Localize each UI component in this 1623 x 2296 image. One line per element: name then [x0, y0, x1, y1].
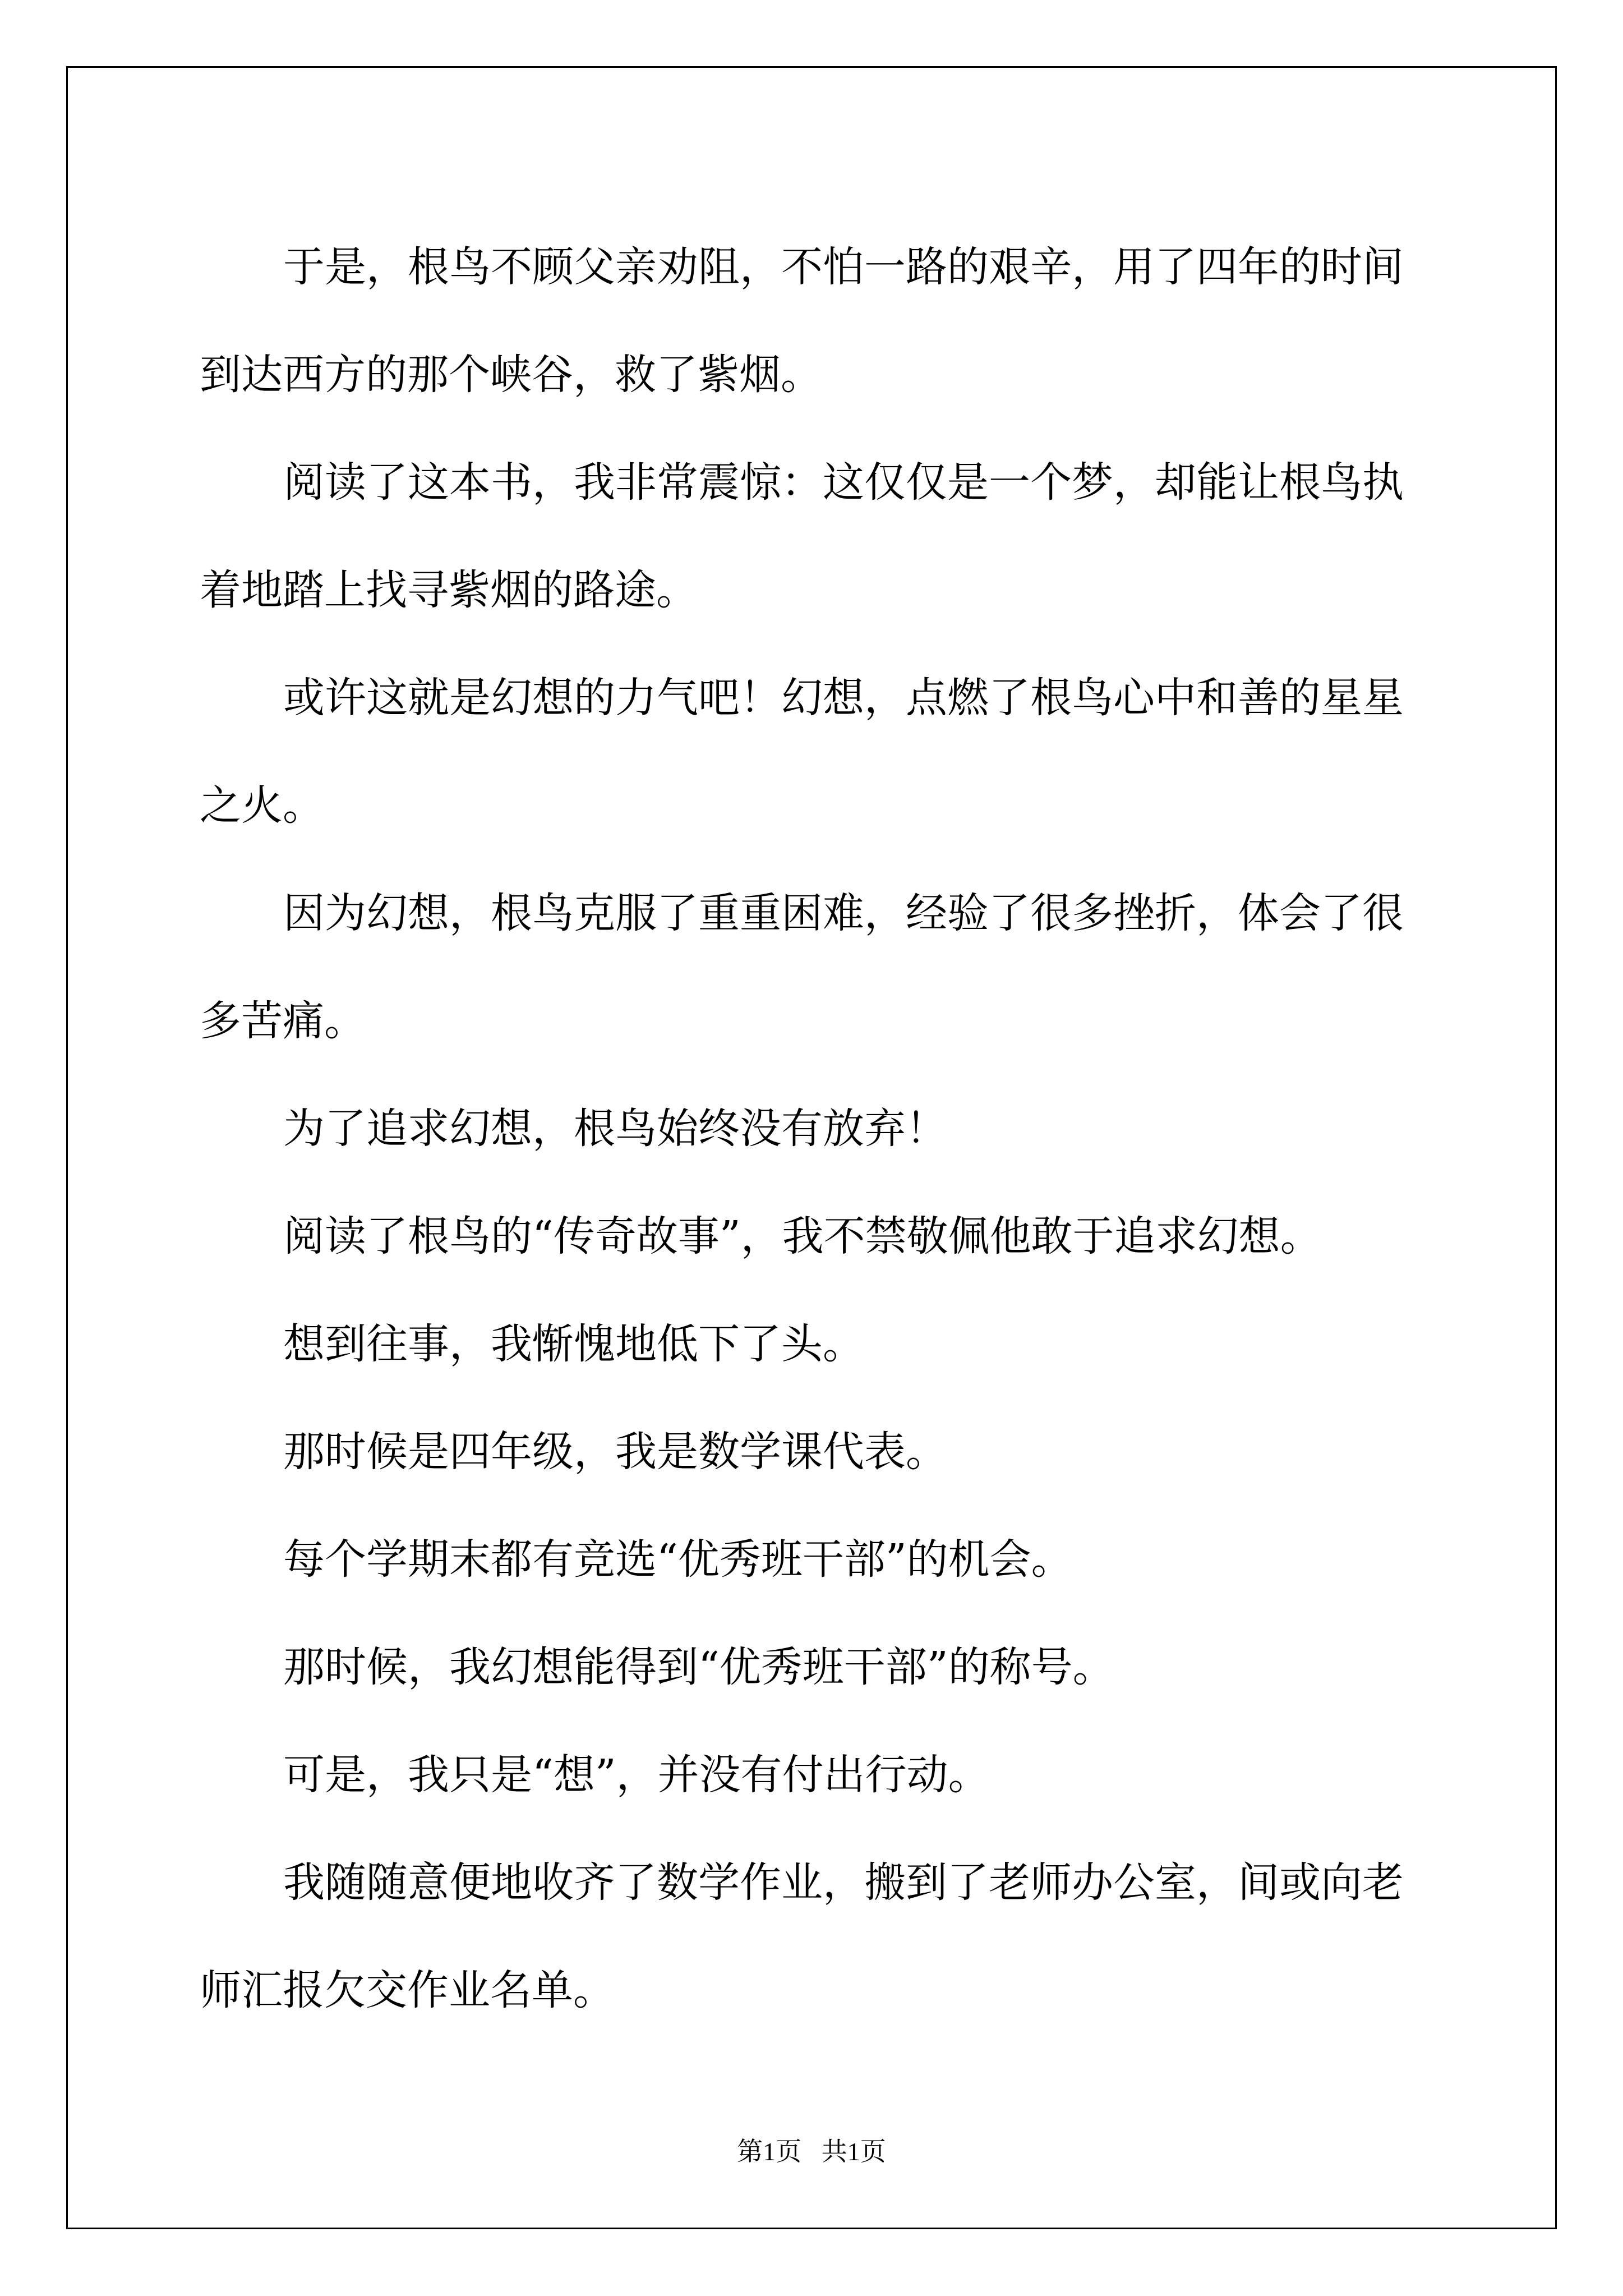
paragraph: 于是，根鸟不顾父亲劝阻，不怕一路的艰辛，用了四年的时间到达西方的那个峡谷，救了紫烟。 [200, 243, 1404, 399]
paragraph: 阅读了根鸟的“传奇故事”，我不禁敬佩他敢于追求幻想。 [283, 1212, 1322, 1260]
paragraph: 那时候，我幻想能得到“优秀班干部”的称号。 [283, 1643, 1114, 1691]
paragraph: 我随随意便地收齐了数学作业，搬到了老师办公室，间或向老师汇报欠交作业名单。 [200, 1858, 1404, 2014]
page-number-current: 第1页 [737, 2137, 802, 2166]
page-footer [0, 2135, 1623, 2169]
paragraph: 可是，我只是“想”，并没有付出行动。 [283, 1751, 990, 1799]
paragraph: 每个学期末都有竞选“优秀班干部”的机会。 [283, 1535, 1073, 1584]
document-body [200, 213, 1431, 2044]
page-number-total: 共1页 [821, 2137, 886, 2166]
paragraph: 那时候是四年级，我是数学课代表。 [283, 1428, 947, 1476]
paragraph: 为了追求幻想，根鸟始终没有放弃！ [283, 1105, 947, 1153]
paragraph: 阅读了这本书，我非常震惊：这仅仅是一个梦，却能让根鸟执着地踏上找寻紫烟的路途。 [200, 458, 1404, 614]
paragraph: 因为幻想，根鸟克服了重重困难，经验了很多挫折，体会了很多苦痛。 [200, 889, 1404, 1045]
paragraph: 或许这就是幻想的力气吧！幻想，点燃了根鸟心中和善的星星之火。 [200, 674, 1404, 830]
paragraph: 想到往事，我惭愧地低下了头。 [283, 1320, 864, 1368]
